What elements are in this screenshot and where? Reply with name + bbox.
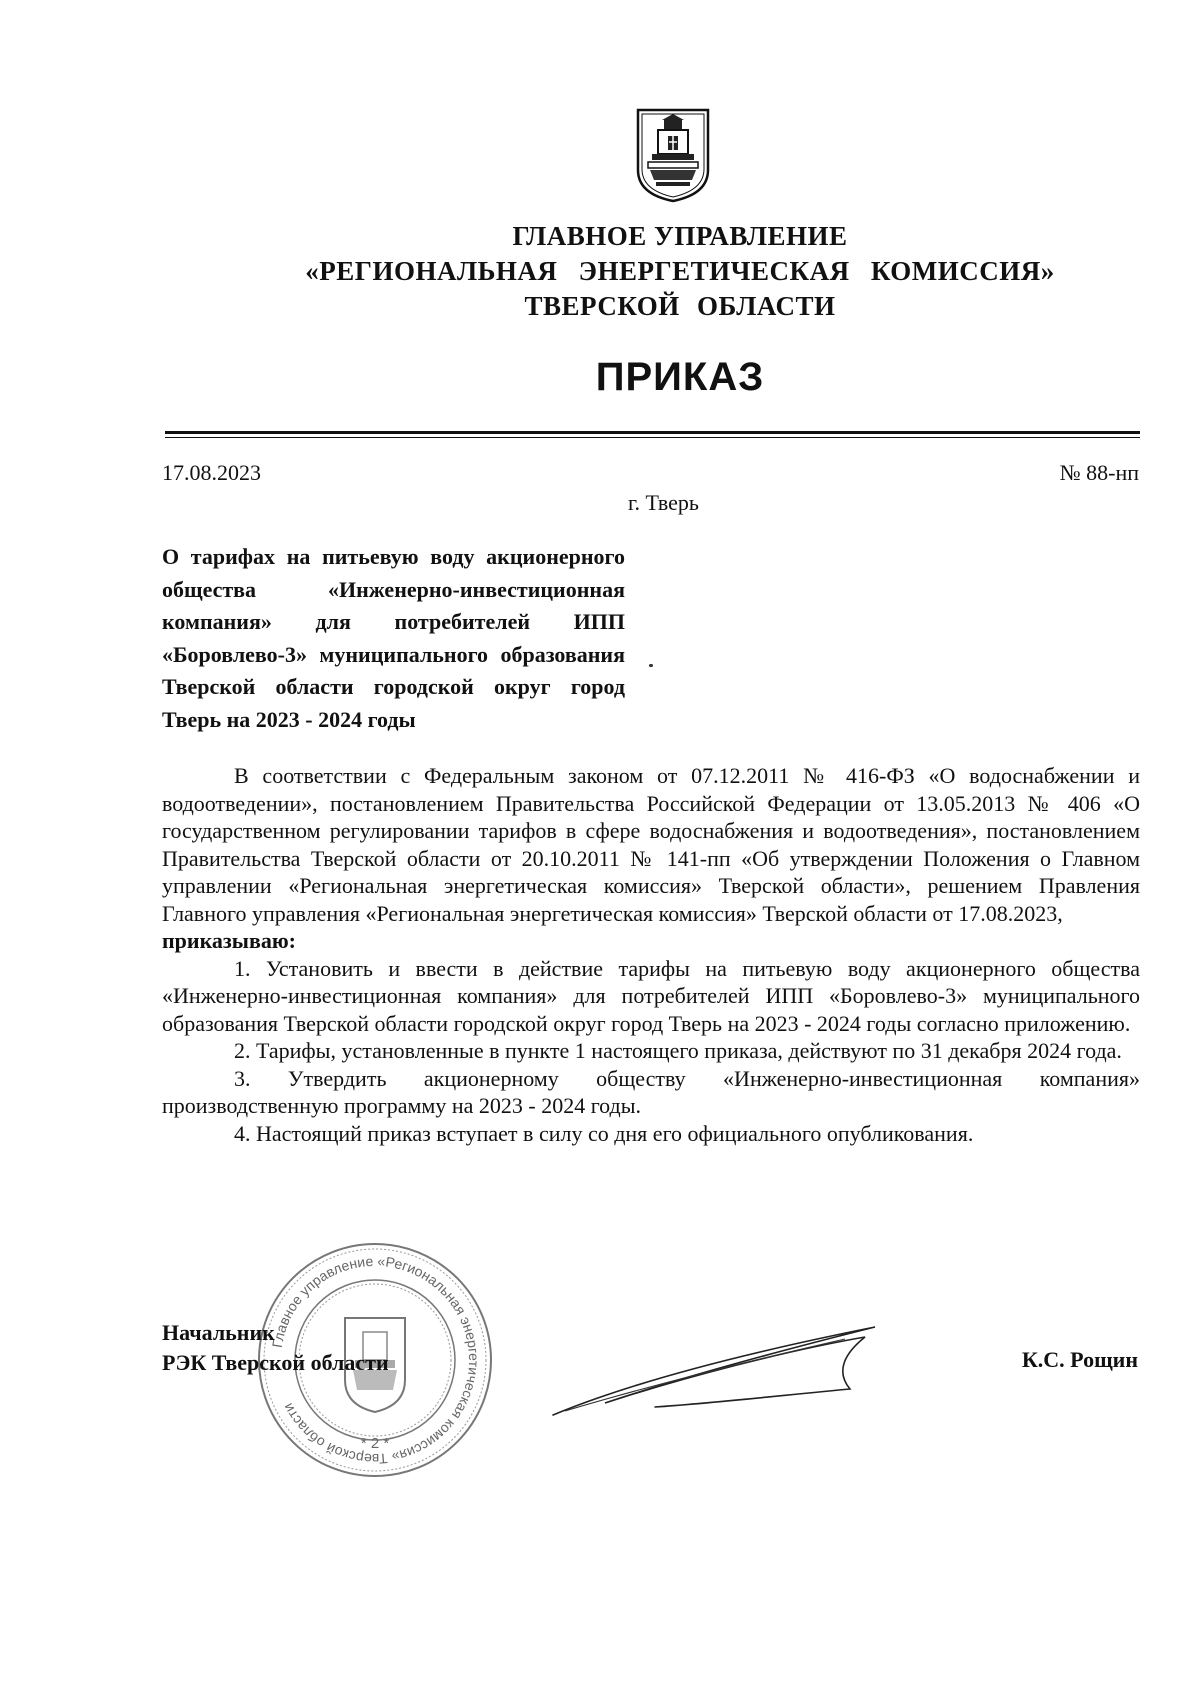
document-type-title: ПРИКАЗ [595, 355, 765, 399]
organization-name-line-1: ГЛАВНОЕ УПРАВЛЕНИЕ [512, 221, 848, 251]
signatory-position-line-1: Начальник [162, 1320, 275, 1345]
order-subject: О тарифах на питьевую воду акционерного общества «Инженерно-инвестиционная компания» для потребителей ИПП «Боровлево-3» муниципального образования Тверской области городской округ город Тверь на 2023 - 2024 годы [162, 544, 625, 732]
organization-name-line-3: ТВЕРСКОЙ ОБЛАСТИ [524, 291, 836, 321]
svg-text:Главное управление «Региональн: Главное управление «Региональная энергетическая комиссия» Тверской области [268, 1252, 483, 1468]
signatory-position-line-2: РЭК Тверской области [162, 1350, 389, 1375]
coat-of-arms-emblem [634, 106, 712, 204]
order-word: приказываю: [162, 928, 296, 953]
order-item-1: 1. Установить и ввести в действие тарифы на питьевую воду акционерного общества «Инженерно-инвестиционная компания» для потребителей ИПП «Боровлево-3» муниципального образования Тверской области городской округ город Тверь на 2023 - 2024 годы согласно приложению. [162, 955, 1140, 1036]
order-body [162, 762, 1140, 1147]
order-item-4: 4. Настоящий приказ вступает в силу со дня его официального опубликования. [234, 1120, 974, 1146]
signatory-name: К.С. Рощин [1021, 1347, 1138, 1372]
scan-speck [649, 664, 653, 667]
order-item-2: 2. Тарифы, установленные в пункте 1 настоящего приказа, действуют по 31 декабря 2024 года. [234, 1038, 1122, 1063]
preamble-paragraph: В соответствии с Федеральным законом от 07.12.2011 № 416-ФЗ «О водоснабжении и водоотведении», постановлением Правительства Российской Федерации от 13.05.2013 № 406 «О государственном регулировании тарифов в сфере водоснабжения и водоотведения», постановлением Правительства Тверской области от 20.10.2011 № 141-пп «Об утверждении Положения о Главном управлении «Региональная энергетическая комиссия» Тверской области», решением Правления Главного управления «Региональная энергетическая комиссия» Тверской области от 17.08.2023, [162, 763, 1140, 926]
header-divider-thick [165, 431, 1140, 434]
organization-name-line-2: «РЕГИОНАЛЬНАЯ ЭНЕРГЕТИЧЕСКАЯ КОМИССИЯ» [305, 256, 1055, 286]
signatory-position [162, 1318, 389, 1378]
order-date: 17.08.2023 [162, 460, 261, 485]
handwritten-signature [545, 1315, 905, 1425]
order-item-3: 3. Утвердить акционерному обществу «Инженерно-инвестиционная компания» производственную программу на 2023 - 2024 годы. [162, 1065, 1140, 1118]
svg-text:* 2 *: * 2 * [360, 1435, 390, 1452]
header-divider-thin [165, 437, 1140, 438]
order-number: № 88-нп [1059, 460, 1139, 485]
order-city: г. Тверь [628, 490, 699, 515]
